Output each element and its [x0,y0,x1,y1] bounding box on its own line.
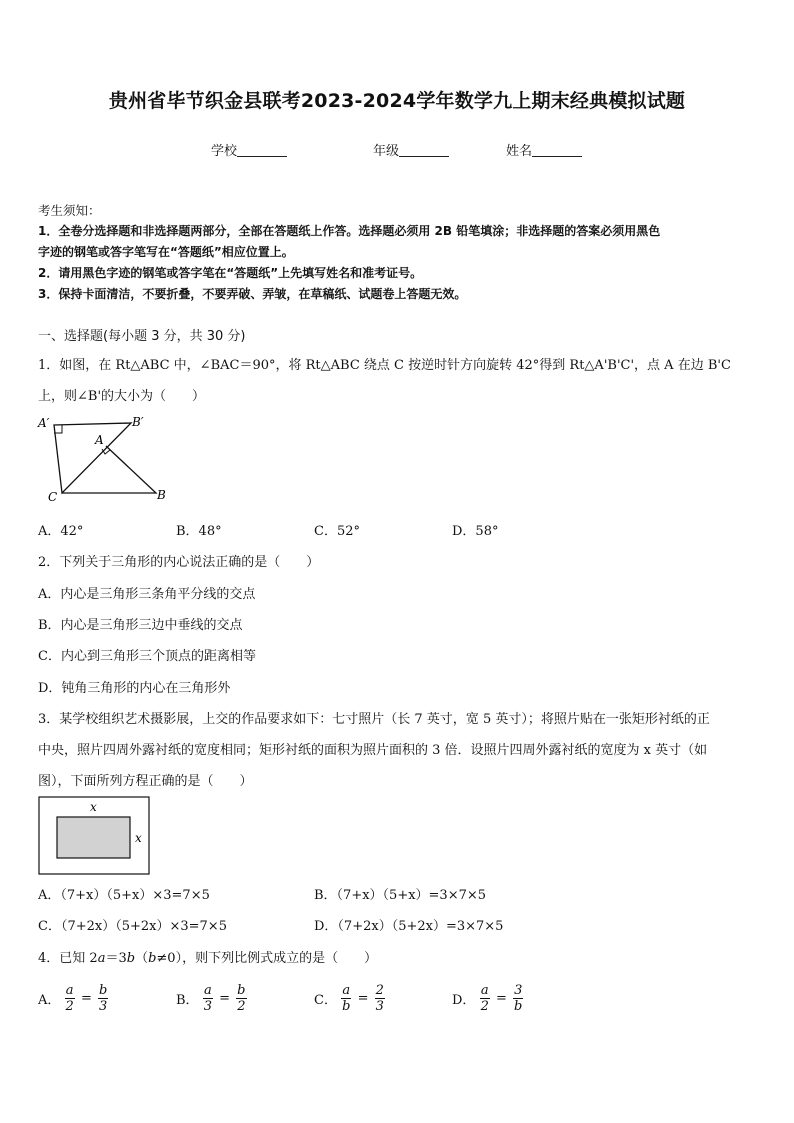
denominator: 2 [65,999,74,1014]
q1-option-c[interactable]: C．52° [314,524,360,539]
name-label: 姓名 [506,144,533,159]
equals-sign: = [496,991,507,1006]
notice-heading: 考生须知： [38,203,101,218]
q3-photo-frame-figure [38,796,152,876]
denominator: 3 [375,999,384,1014]
fraction-right [98,983,108,1014]
numerator: b [237,983,246,998]
numerator: 3 [514,983,523,998]
q4-option-a[interactable] [38,983,108,1014]
label-b1: B′ [132,415,144,429]
q2-option-a[interactable]: A．内心是三角形三条角平分线的交点 [38,587,256,602]
q2-option-d[interactable]: D．钝角三角形的内心在三角形外 [38,681,231,696]
numerator: b [99,983,108,998]
option-label: C． [314,993,337,1008]
denominator: b [514,999,523,1014]
label-x-right: x [135,831,142,845]
fraction-left [203,983,213,1014]
numerator: 2 [375,983,384,998]
student-info-row [0,140,794,162]
q4-stem-var-b: b [148,951,157,966]
label-a1: A′ [38,416,50,430]
equals-sign: = [80,991,92,1006]
q3-stem-line3: 图），下面所列方程正确的是（ ） [38,774,253,789]
notice-item-1b: 字迹的钢笔或答字笔写在“答题纸”相应位置上。 [38,245,294,259]
q4-option-b[interactable] [176,983,247,1014]
q3-option-b[interactable]: B．（7+x）（5+x）=3×7×5 [314,888,487,903]
school-label: 学校 [211,144,238,159]
q2-stem: 2．下列关于三角形的内心说法正确的是（ ） [38,555,320,570]
label-b: B [157,488,166,502]
denominator: 2 [237,999,246,1014]
label-c: C [48,490,58,504]
label-x-top: x [90,800,97,814]
q4-stem-part: ＝3 [105,951,127,966]
q1-option-a[interactable]: A．42° [38,524,84,539]
q4-stem [38,947,377,966]
numerator: a [65,983,74,998]
notice-item-2: 2．请用黑色字迹的钢笔或答字笔在“答题纸”上先填写姓名和准考证号。 [38,266,423,280]
q4-stem-var-a: a [97,951,106,966]
q3-stem-line1: 3．某学校组织艺术摄影展，上交的作品要求如下：七寸照片（长 7 英寸，宽 5 英寸）；将照片贴在一张矩形衬纸的正 [38,712,710,727]
q1-option-d[interactable]: D．58° [452,524,499,539]
q1-option-b[interactable]: B．48° [176,524,222,539]
section-heading: 一、选择题(每小题 3 分，共 30 分) [38,329,246,344]
triangle-a-b-c [62,446,156,493]
right-angle-mark-a [102,449,110,454]
school-field[interactable] [211,140,287,159]
q4-option-c[interactable] [314,983,385,1014]
fraction-right [375,983,385,1014]
label-a: A [95,433,104,447]
q4-stem-part: ≠0），则下列比例式成立的是（ ） [156,951,378,966]
q1-stem-line1: 1．如图，在 Rt△ABC 中，∠BAC＝90°，将 Rt△ABC 绕点 C 按逆时针方向旋转 42°得到 Rt△A'B'C'，点 A 在边 B'C [38,358,731,373]
q4-option-d[interactable] [452,983,523,1014]
fraction-left [341,983,351,1014]
q1-stem-line2: 上，则∠B'的大小为（ ） [38,389,206,404]
equals-sign: = [357,991,369,1006]
denominator: b [342,999,351,1014]
q4-stem-part: 4．已知 2 [38,951,98,966]
q3-option-c[interactable]: C．（7+2x）（5+2x）×3=7×5 [38,919,227,934]
q2-option-b[interactable]: B．内心是三角形三边中垂线的交点 [38,618,243,633]
photo-rect [57,817,130,858]
school-blank[interactable] [237,142,287,157]
grade-blank[interactable] [399,142,449,157]
denominator: 3 [99,999,108,1014]
exam-notice [38,200,758,305]
q1-triangle-figure [36,412,176,504]
denominator: 3 [203,999,212,1014]
fraction-right [513,983,523,1014]
numerator: a [203,983,212,998]
fraction-left [480,983,490,1014]
notice-item-1a: 1．全卷分选择题和非选择题两部分，全部在答题纸上作答。选择题必须用 2B 铅笔填涂；非选择题的答案必须用黑色 [38,224,661,238]
name-field[interactable] [506,140,582,159]
denominator: 2 [480,999,489,1014]
q4-stem-part: （ [135,951,149,966]
q3-option-a[interactable]: A．（7+x）（5+x）×3=7×5 [38,888,210,903]
q4-stem-var-b: b [126,951,136,966]
fraction-left [65,983,75,1014]
q3-option-d[interactable]: D．（7+2x）（5+2x）=3×7×5 [314,919,504,934]
q2-option-c[interactable]: C．内心到三角形三个顶点的距离相等 [38,649,256,664]
page-title: 贵州省毕节织金县联考2023-2024学年数学九上期末经典模拟试题 [108,90,686,112]
grade-label: 年级 [373,144,400,159]
q3-stem-line2: 中央，照片四周外露衬纸的宽度相同；矩形衬纸的面积为照片面积的 3 倍．设照片四周外露衬纸的宽度为 x 英寸（如 [38,743,708,758]
fraction-right [236,983,246,1014]
option-label: B． [176,993,199,1008]
option-label: D． [452,993,476,1008]
numerator: a [480,983,489,998]
grade-field[interactable] [373,140,449,159]
numerator: a [342,983,351,998]
option-label: A． [38,993,61,1008]
equals-sign: = [219,991,231,1006]
notice-item-3: 3．保持卡面清洁，不要折叠，不要弄破、弄皱，在草稿纸、试题卷上答题无效。 [38,287,467,301]
name-blank[interactable] [532,142,582,157]
